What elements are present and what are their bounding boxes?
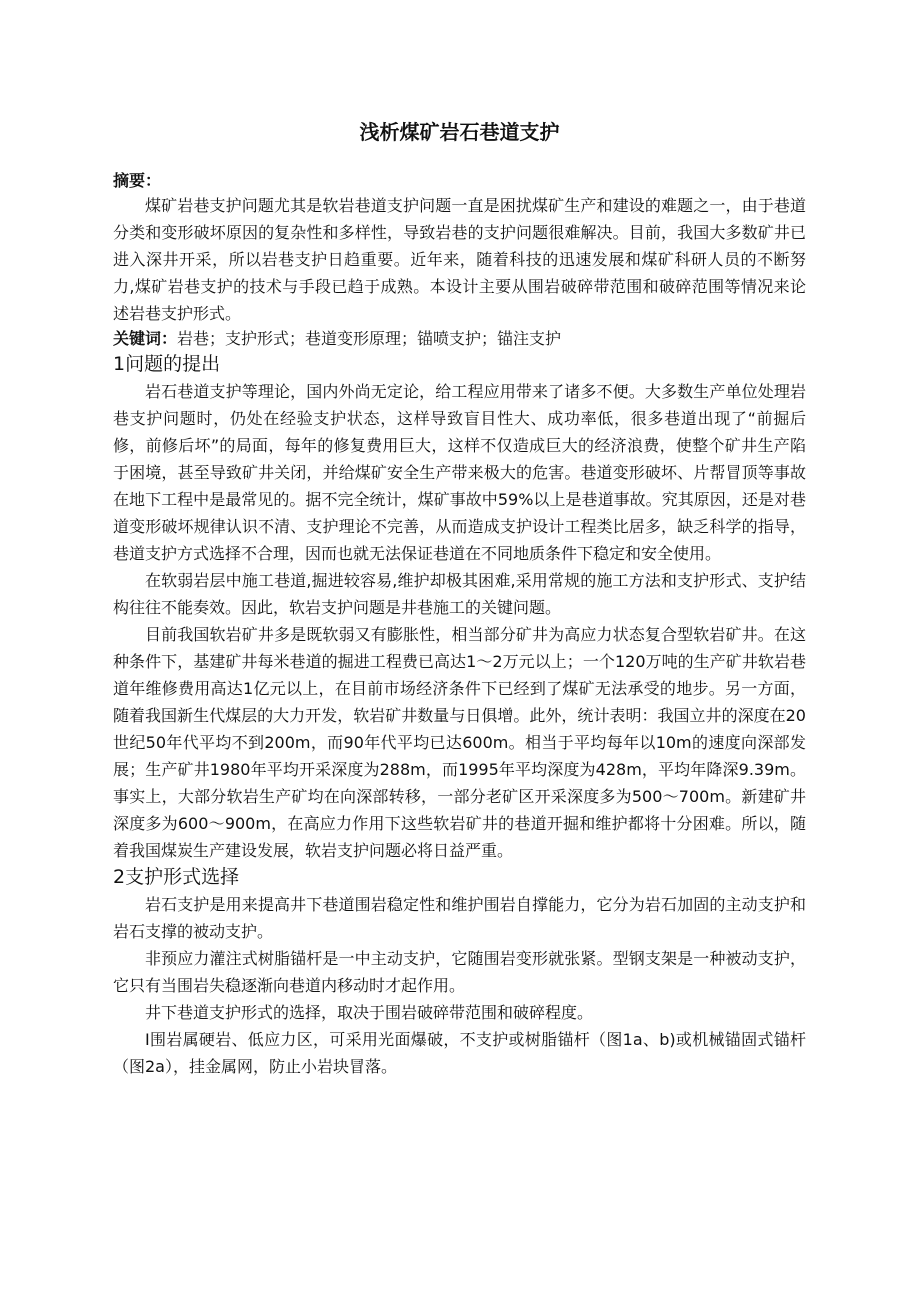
section-2-paragraph: 岩石支护是用来提高井下巷道围岩稳定性和维护围岩自撑能力，它分为岩石加固的主动支护和岩石支撑的被动支护。 — [113, 895, 806, 941]
section-1-paragraph: 目前我国软岩矿井多是既软弱又有膨胀性，相当部分矿井为高应力状态复合型软岩矿井。在这种条件下，基建矿井每米巷道的掘进工程费已高达1～2万元以上；一个120万吨的生产矿井软岩巷道年维修费用高达1亿元以上，在目前市场经济条件下已经到了煤矿无法承受的地步。另一方面，随着我国新生代煤层的大力开发，软岩矿井数量与日俱增。此外，统计表明：我国立井的深度在20世纪50年代平均不到200m，而90年代平均已达600m。相当于平均每年以10m的速度向深部发展；生产矿井1980年平均开采深度为288m，而1995年平均深度为428m，平均年降深9.39m。事实上，大部分软岩生产矿均在向深部转移，一部分老矿区开采深度多为500～700m。新建矿井深度多为600～900m，在高应力作用下这些软岩矿井的巷道开掘和维护都将十分困难。所以，随着我国煤炭生产建设发展，软岩支护问题必将日益严重。 — [113, 625, 806, 860]
section-1-paragraph: 在软弱岩层中施工巷道,掘进较容易,维护却极其困难,采用常规的施工方法和支护形式、支护结构往往不能奏效。因此，软岩支护问题是井巷施工的关键问题。 — [113, 571, 806, 617]
section-2-heading: 2支护形式选择 — [113, 866, 240, 888]
document-title: 浅析煤矿岩石巷道支护 — [359, 120, 560, 144]
section-2-paragraph: 井下巷道支护形式的选择，取决于围岩破碎带范围和破碎程度。 — [145, 1003, 594, 1022]
keywords-line — [113, 327, 806, 351]
keywords-label: 关键词： — [113, 329, 178, 348]
document-page — [113, 118, 806, 1080]
abstract-text: 煤矿岩巷支护问题尤其是软岩巷道支护问题一直是困扰煤矿生产和建设的难题之一，由于巷道分类和变形破坏原因的复杂性和多样性，导致岩巷的支护问题很难解决。目前，我国大多数矿井已进入深井开采，所以岩巷支护日趋重要。近年来，随着科技的迅速发展和煤矿科研人员的不断努力,煤矿岩巷支护的技术与手段已趋于成熟。本设计主要从围岩破碎带范围和破碎范围等情况来论述岩巷支护形式。 — [113, 196, 806, 323]
section-2-paragraph: 非预应力灌注式树脂锚杆是一中主动支护，它随围岩变形就张紧。型钢支架是一种被动支护，它只有当围岩失稳逐渐向巷道内移动时才起作用。 — [113, 949, 806, 995]
section-1-heading: 1问题的提出 — [113, 353, 221, 375]
section-2-paragraph: Ⅰ围岩属硬岩、低应力区，可采用光面爆破，不支护或树脂锚杆（图1a、b)或机械锚固式锚杆（图2a），挂金属网，防止小岩块冒落。 — [113, 1030, 806, 1076]
abstract-label: 摘要： — [113, 171, 162, 190]
keywords-text: 岩巷；支护形式；巷道变形原理；锚喷支护；锚注支护 — [177, 329, 562, 348]
section-1-paragraph: 岩石巷道支护等理论，国内外尚无定论，给工程应用带来了诸多不便。大多数生产单位处理岩巷支护问题时，仍处在经验支护状态，这样导致盲目性大、成功率低，很多巷道出现了“前掘后修，前修后坏”的局面，每年的修复费用巨大，这样不仅造成巨大的经济浪费，使整个矿井生产陷于困境，甚至导致矿井关闭，并给煤矿安全生产带来极大的危害。巷道变形破坏、片帮冒顶等事故在地下工程中是最常见的。据不完全统计，煤矿事故中59%以上是巷道事故。究其原因，还是对巷道变形破坏规律认识不清、支护理论不完善，从而造成支护设计工程类比居多，缺乏科学的指导，巷道支护方式选择不合理，因而也就无法保证巷道在不同地质条件下稳定和安全使用。 — [113, 382, 806, 563]
